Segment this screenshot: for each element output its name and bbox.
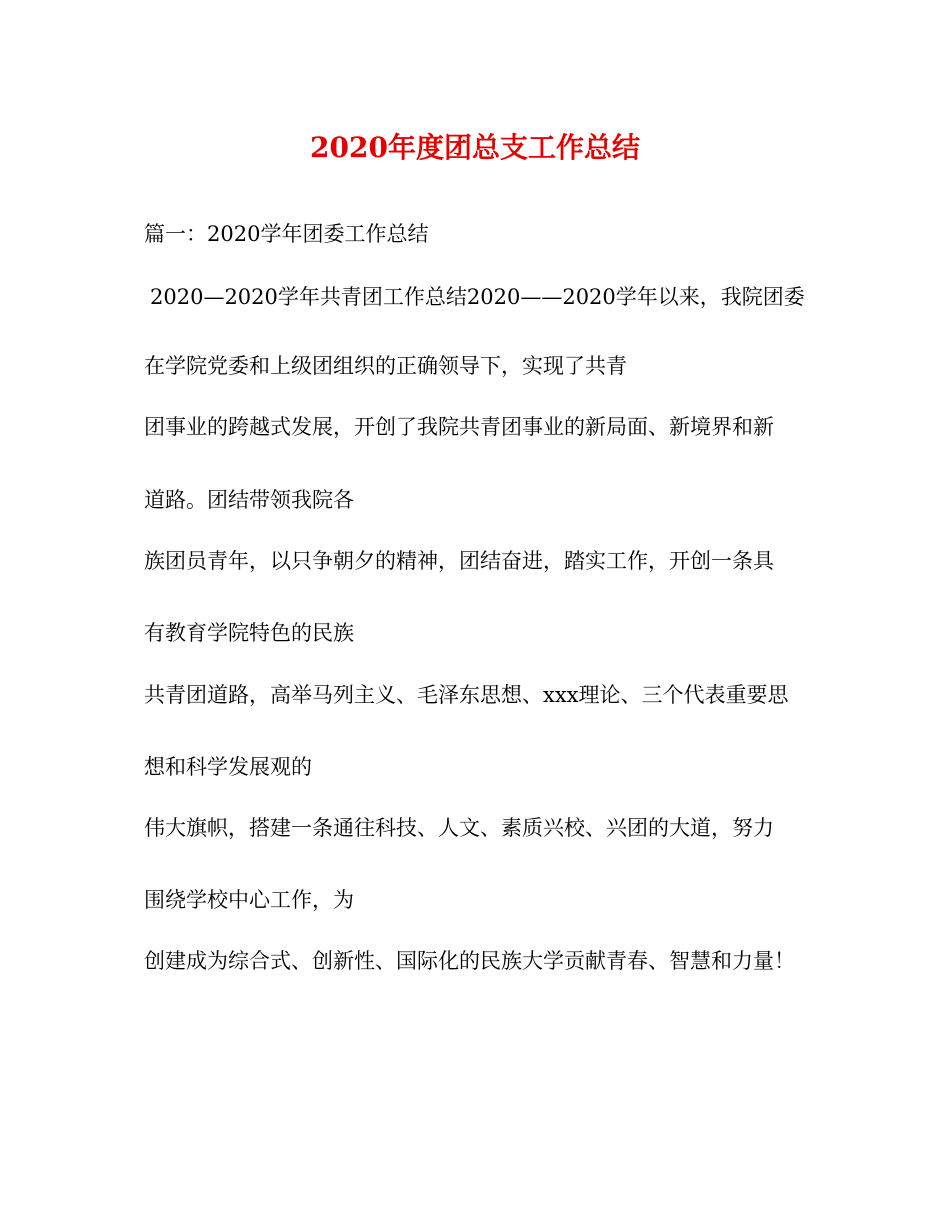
text-line: 2020—2020学年共青团工作总结2020——2020学年以来，我院团委 [150,285,805,309]
text-line: 想和科学发展观的 [144,755,312,779]
text-line: 创建成为综合式、创新性、国际化的民族大学贡献青春、智慧和力量！ [144,949,795,973]
text-line: 在学院党委和上级团组织的正确领导下，实现了共青 [144,354,627,378]
text-line: 道路。团结带领我院各 [144,488,354,512]
document-title: 2020年度团总支工作总结 [310,131,640,164]
text-line: 篇一：2020学年团委工作总结 [144,222,429,246]
text-line: 围绕学校中心工作，为 [144,888,354,912]
text-line: 族团员青年，以只争朝夕的精神，团结奋进，踏实工作，开创一条具 [144,549,774,573]
text-line: 伟大旗帜，搭建一条通往科技、人文、素质兴校、兴团的大道，努力 [144,816,774,840]
text-line: 团事业的跨越式发展，开创了我院共青团事业的新局面、新境界和新 [144,415,774,439]
text-line: 共青团道路，高举马列主义、毛泽东思想、xxx理论、三个代表重要思 [144,683,789,707]
text-line: 有教育学院特色的民族 [144,621,354,645]
